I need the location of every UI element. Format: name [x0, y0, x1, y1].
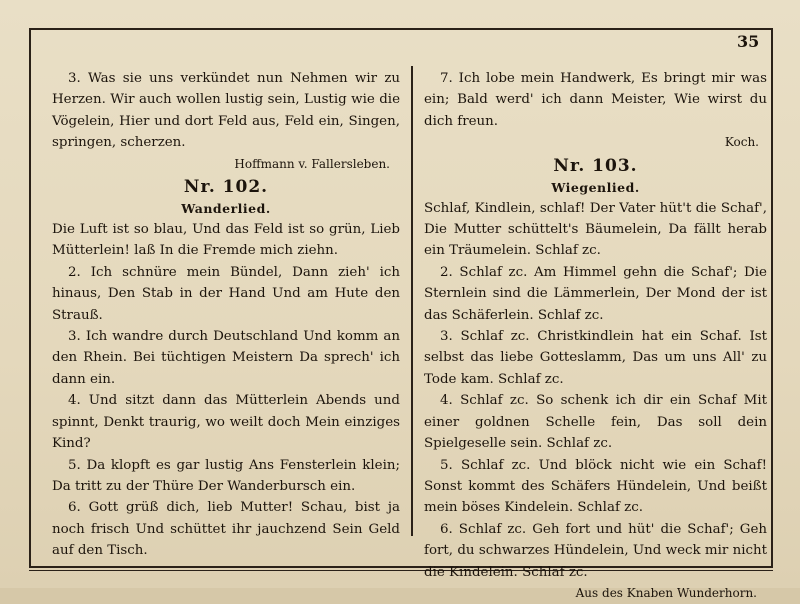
title-wanderlied: Wanderlied. [181, 201, 271, 217]
heading-nr-103: Nr. 103. [553, 155, 638, 176]
verse-3-wanderlust: 3. Was sie uns verkündet nun Nehmen wir zu Herzen. Wir auch wollen lustig sein, Lustig wie die Vögelein, Hier und dort Feld aus, Feld ein, Singen, springen, scherzen. [52, 71, 400, 151]
wanderlied-verse-6: 6. Gott grüß dich, lieb Mutter! Schau, bist ja noch frisch Und schüttet ihr jauchzend Sein Geld auf den Tisch. [52, 500, 400, 559]
wanderlied-verse-3: 3. Ich wandre durch Deutschland Und komm an den Rhein. Bei tüchtigen Meistern Da sprech' ich dann ein. [52, 329, 400, 387]
wanderlied-verse-4: 4. Und sitzt dann das Mütterlein Abends und spinnt, Denkt traurig, wo weilt doch Mein einziges Kind? [52, 393, 400, 452]
wiegenlied-verse-2: 2. Schlaf zc. Am Himmel gehn die Schaf'; Die Sternlein sind die Lämmerlein, Der Mond der ist das Schäferlein. Schlaf zc. [424, 264, 767, 323]
title-wiegenlied: Wiegenlied. [551, 179, 640, 195]
page-number: 35 [737, 32, 760, 51]
wiegenlied-verse-4: 4. Schlaf zc. So schenk ich dir ein Schaf Mit einer goldnen Schelle fein, Das soll dein Spielgeselle sein. Schlaf zc. [424, 393, 767, 452]
wanderlied-verse-5: 5. Da klopft es gar lustig Ans Fensterlein klein; Da tritt zu der Thüre Der Wanderbursch ein. [52, 457, 400, 494]
column-divider [411, 66, 413, 536]
author-koch: Koch. [724, 135, 759, 150]
wiegenlied-verse-5: 5. Schlaf zc. Und blöck nicht wie ein Schaf! Sonst kommt des Schäfers Hündelein, Und beißt mein böses Kindelein. Schlaf zc. [424, 457, 767, 516]
wiegenlied-verse-3: 3. Schlaf zc. Christkindlein hat ein Schaf. Ist selbst das liebe Gotteslamm, Das um uns All' zu Tode kam. Schlaf zc. [424, 329, 767, 387]
source-wunderhorn: Aus des Knaben Wunderhorn. [575, 585, 757, 600]
wiegenlied-verse-1: Schlaf, Kindlein, schlaf! Der Vater hüt't die Schaf', Die Mutter schüttelt's Bäumelein, Da fällt herab ein Träumelein. Schlaf zc. [424, 200, 767, 259]
author-hoffmann: Hoffmann v. Fallersleben. [234, 156, 390, 171]
heading-nr-102: Nr. 102. [183, 177, 269, 198]
wanderlied-verse-2: 2. Ich schnüre mein Bündel, Dann zieh' ich hinaus, Den Stab in der Hand Und am Hute den Strauß. [52, 264, 400, 323]
wanderlied-verse-1: Die Luft ist so blau, Und das Feld ist so grün, Lieb Mütterlein! laß In die Fremde mich ziehn. [52, 222, 400, 259]
left-column [52, 68, 400, 562]
right-column [424, 68, 767, 604]
wiegenlied-verse-6: 6. Schlaf zc. Geh fort und hüt' die Schaf'; Geh fort, du schwarzes Hündelein, Und weck mir nicht die Kindelein. Schlaf zc. [424, 521, 767, 580]
verse-7-handwerk: 7. Ich lobe mein Handwerk, Es bringt mir was ein; Bald werd' ich dann Meister, Wie wirst du dich freun. [424, 71, 767, 129]
